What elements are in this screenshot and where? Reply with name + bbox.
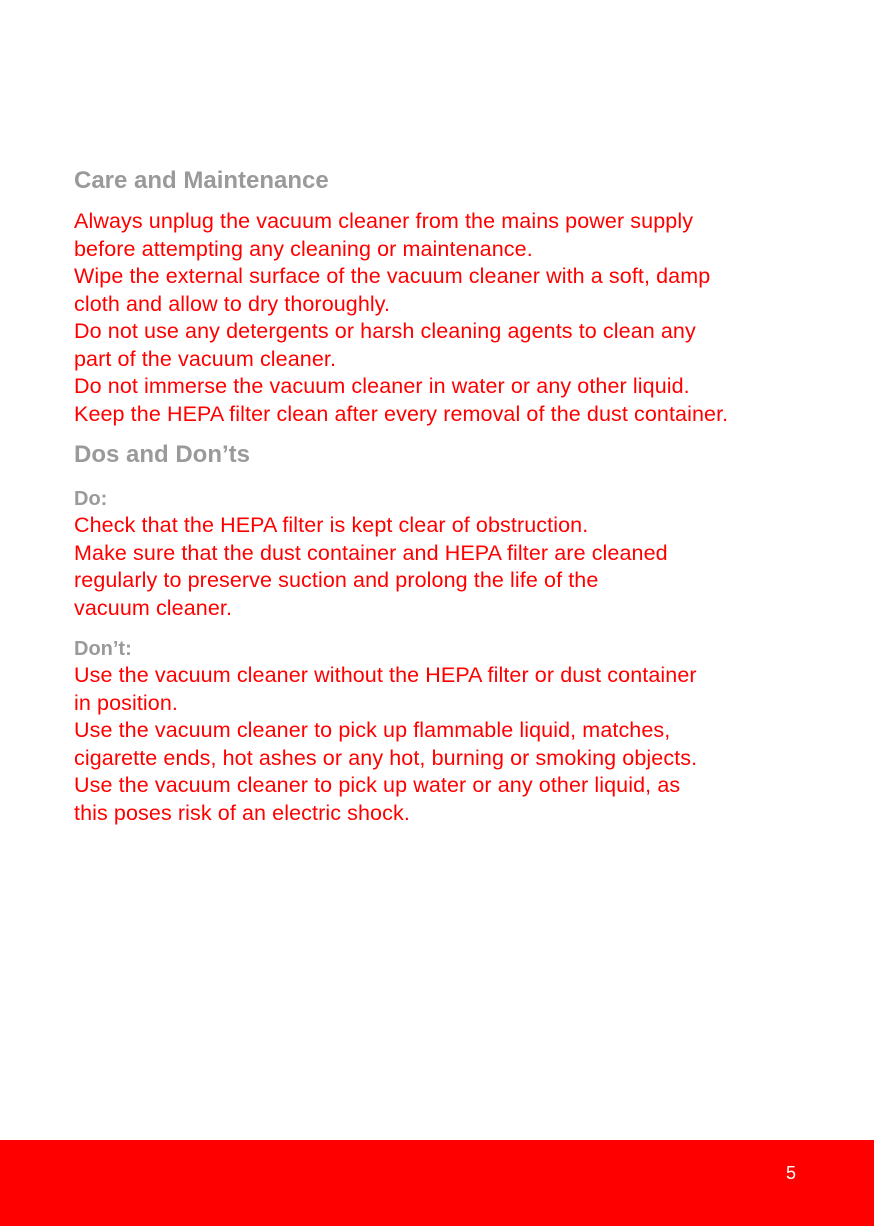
footer-bar xyxy=(0,1140,874,1226)
text-line: in position. xyxy=(74,690,178,715)
care-maintenance-heading: Care and Maintenance xyxy=(74,167,329,194)
dont-subheading: Don’t: xyxy=(74,638,132,660)
text-line: before attempting any cleaning or maintenance. xyxy=(74,236,533,261)
text-line: vacuum cleaner. xyxy=(74,595,233,620)
text-line: Use the vacuum cleaner to pick up water or any other liquid, as xyxy=(74,773,681,797)
text-line: part of the vacuum cleaner. xyxy=(74,346,337,371)
dos-donts-heading: Dos and Don’ts xyxy=(74,441,251,468)
page-number: 5 xyxy=(786,1163,797,1183)
text-line: Wipe the external surface of the vacuum cleaner with a soft, damp xyxy=(74,264,711,288)
text-line: this poses risk of an electric shock. xyxy=(74,800,410,825)
text-line: regularly to preserve suction and prolong the life of the xyxy=(74,568,599,592)
dont-text xyxy=(74,662,814,827)
text-line: Check that the HEPA filter is kept clear of obstruction. xyxy=(74,513,589,537)
page-content xyxy=(74,166,814,827)
care-maintenance-text xyxy=(74,208,814,428)
text-line: cigarette ends, hot ashes or any hot, burning or smoking objects. xyxy=(74,745,698,770)
text-line: Do not use any detergents or harsh cleaning agents to clean any xyxy=(74,319,696,343)
do-text xyxy=(74,512,814,622)
text-line: Make sure that the dust container and HEPA filter are cleaned xyxy=(74,540,668,565)
text-line: Keep the HEPA filter clean after every removal of the dust container. xyxy=(74,401,729,426)
text-line: cloth and allow to dry thoroughly. xyxy=(74,291,391,316)
text-line: Do not immerse the vacuum cleaner in water or any other liquid. xyxy=(74,374,690,398)
text-line: Use the vacuum cleaner without the HEPA filter or dust container xyxy=(74,663,697,687)
text-line: Always unplug the vacuum cleaner from the mains power supply xyxy=(74,209,694,233)
do-subheading: Do: xyxy=(74,488,108,510)
text-line: Use the vacuum cleaner to pick up flammable liquid, matches, xyxy=(74,718,671,742)
